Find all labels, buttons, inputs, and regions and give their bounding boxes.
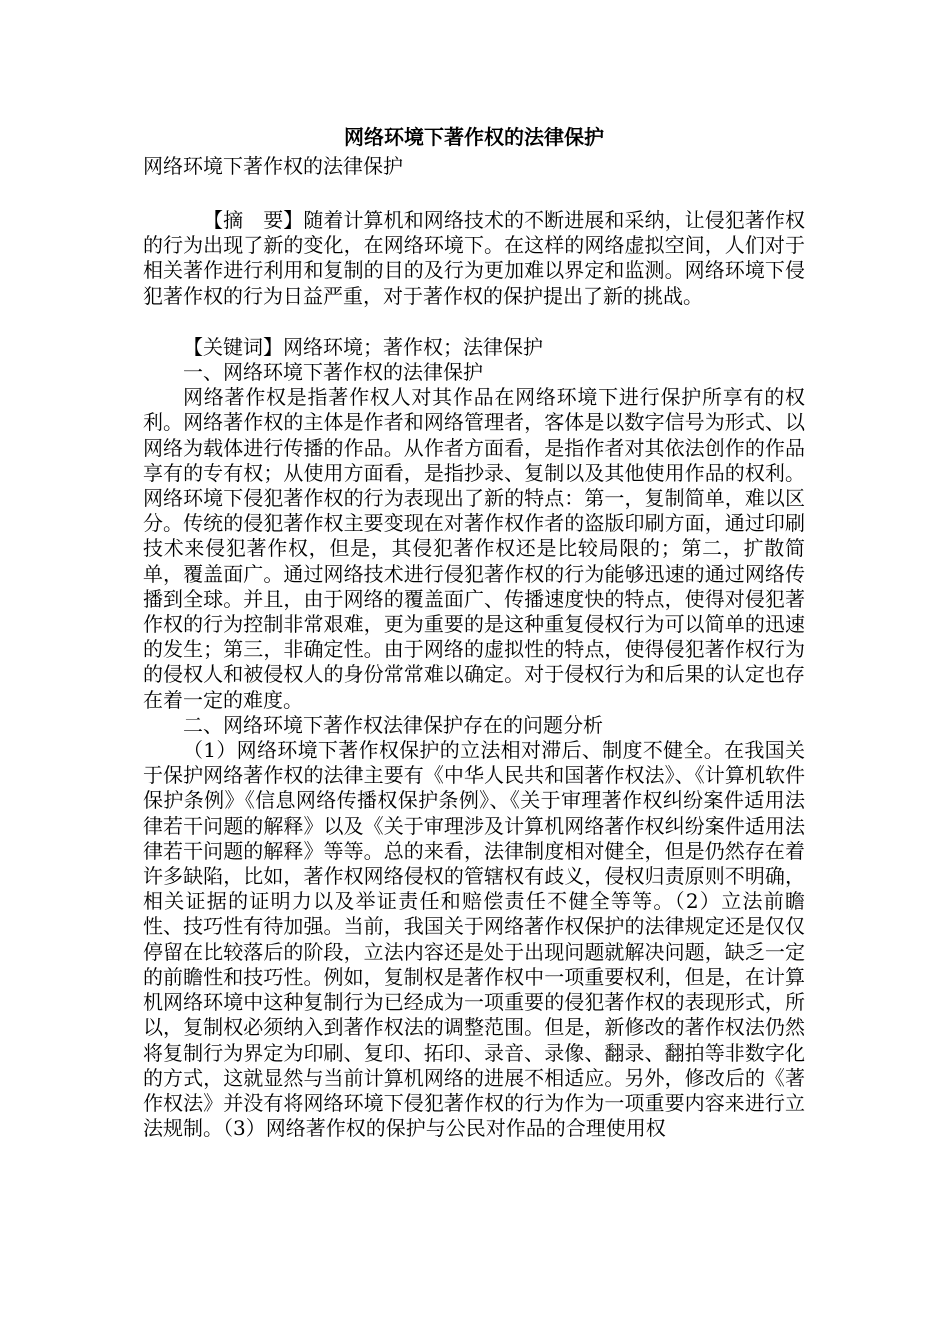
- section-2-body: （1）网络环境下著作权保护的立法相对滞后、制度不健全。在我国关于保护网络著作权的法律主要有《中华人民共和国著作权法》、《计算机软件保护条例》《信息网络传播权保护条例》、《关于审理著作权纠纷案件适用法律若干问题的解释》以及《关于审理涉及计算机网络著作权纠纷案件适用法律若干问题的解释》等等。总的来看，法律制度相对健全，但是仍然存在着许多缺陷，比如，著作权网络侵权的管辖权有歧义，侵权归责原则不明确，相关证据的证明力以及举证责任和赔偿责任不健全等等。（2）立法前瞻性、技巧性有待加强。当前，我国关于网络著作权保护的法律规定还是仅仅停留在比较落后的阶段，立法内容还是处于出现问题就解决问题，缺乏一定的前瞻性和技巧性。例如，复制权是著作权中一项重要权利，但是，在计算机网络环境中这种复制行为已经成为一项重要的侵犯著作权的表现形式，所以，复制权必须纳入到著作权法的调整范围。但是，新修改的著作权法仍然将复制行为界定为印刷、复印、拓印、录音、录像、翻录、翻拍等非数字化的方式，这就显然与当前计算机网络的进展不相适应。另外，修改后的《著作权法》并没有将网络环境下侵犯著作权的行为作为一项重要内容来进行立法规制。（3）网络著作权的保护与公民对作品的合理使用权: [143, 738, 805, 1141]
- section-1-body: 网络著作权是指著作权人对其作品在网络环境下进行保护所享有的权利。网络著作权的主体是作者和网络管理者，客体是以数字信号为形式、以网络为载体进行传播的作品。从作者方面看，是指作者对其依法创作的作品享有的专有权；从使用方面看，是指抄录、复制以及其他使用作品的权利。网络环境下侵犯著作权的行为表现出了新的特点：第一，复制简单，难以区分。传统的侵犯著作权主要变现在对著作权作者的盗版印刷方面，通过印刷技术来侵犯著作权，但是，其侵犯著作权还是比较局限的；第二，扩散简单，覆盖面广。通过网络技术进行侵犯著作权的行为能够迅速的通过网络传播到全球。并且，由于网络的覆盖面广、传播速度快的特点，使得对侵犯著作权的行为控制非常艰难，更为重要的是这种重复侵权行为可以简单的迅速的发生；第三，非确定性。由于网络的虚拟性的特点，使得侵犯著作权行为的侵权人和被侵权人的身份常常难以确定。对于侵权行为和后果的认定也存在着一定的难度。: [143, 385, 805, 712]
- document-subtitle: 网络环境下著作权的法律保护: [143, 154, 403, 178]
- keywords-line: 【关键词】网络环境；著作权；法律保护: [183, 334, 543, 359]
- section-1-heading: 一、网络环境下著作权的法律保护: [183, 360, 483, 385]
- document-body: [143, 122, 805, 1141]
- document-title: 网络环境下著作权的法律保护: [344, 125, 604, 149]
- section-2-heading: 二、网络环境下著作权法律保护存在的问题分析: [183, 712, 603, 737]
- abstract-paragraph: 【摘 要】随着计算机和网络技术的不断进展和采纳，让侵犯著作权的行为出现了新的变化，在网络环境下。在这样的网络虚拟空间，人们对于相关著作进行利用和复制的目的及行为更加难以界定和监测。网络环境下侵犯著作权的行为日益严重，对于著作权的保护提出了新的挑战。: [143, 208, 805, 308]
